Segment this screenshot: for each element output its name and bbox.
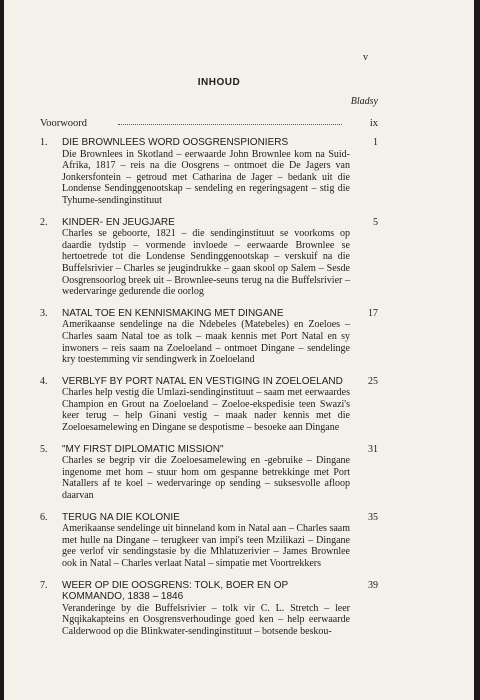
foreword-page: ix [369, 118, 378, 129]
entry-number: 3. [40, 307, 48, 319]
page-title: INHOUD [197, 77, 241, 88]
toc-entry-1 [40, 137, 378, 207]
foreword-label: Voorwoord [40, 118, 88, 129]
entry-title: TERUG NA DIE KOLONIE [62, 511, 180, 523]
page-column-label: Bladsy [350, 96, 378, 107]
entry-page: 1 [373, 137, 378, 148]
entry-page: 25 [368, 375, 378, 387]
entry-title: KINDER- EN JEUGJARE [62, 216, 175, 228]
toc-entry-3 [40, 308, 378, 366]
entry-number: 5. [40, 443, 48, 455]
entry-number: 2. [40, 216, 48, 228]
entry-description: Amerikaanse sendelinge na die Ndebeles (Matebeles) en Zoeloes – Charles saam Natal toe as tolk – maak kennis met Port Natal en sy inwoners – reis saam na Zoeloeland – ontmoet Dingane – sendelinge kry toestemming vir sendingwerk in Zoeloeland [62, 319, 350, 366]
toc-entry-5 [40, 444, 378, 502]
entry-number: 7. [40, 579, 48, 591]
entry-number: 1. [40, 137, 48, 148]
entry-description: Amerikaanse sendelinge uit binneland kom in Natal aan – Charles saam met hulle na Dingane – terugkeer van impi's teen Mzilikazi – Dingane gee verlof vir sendingstasie by die Mhlatuzerivier – James Brownlee ook in Natal – Charles verlaat Natal – simpatie met Voortrekkers [62, 523, 350, 569]
entry-page: 35 [368, 511, 378, 523]
toc-entry-2 [40, 217, 378, 298]
page-number: v [363, 52, 368, 63]
entry-title: "MY FIRST DIPLOMATIC MISSION" [62, 443, 224, 455]
entry-title: VERBLYF BY PORT NATAL EN VESTIGING IN ZOELOELAND [62, 375, 343, 387]
toc-entry-6 [40, 512, 378, 570]
entry-page: 39 [368, 579, 378, 591]
entry-title: NATAL TOE EN KENNISMAKING MET DINGANE [62, 307, 284, 319]
entry-description: Charles se begrip vir die Zoeloesamelewing en -gebruike – Dingane ingenome met hom – stuur hom om gespanne betrekkinge met Port Natallers af te koel – wedervaringe op sending – suksesvolle afloop daarvan [62, 455, 350, 502]
entry-number: 4. [40, 375, 48, 387]
entry-page: 31 [368, 443, 378, 455]
toc-entries [40, 137, 378, 648]
entry-description: Die Brownlees in Skotland – eerwaarde John Brownlee kom na Suid-Afrika, 1817 – reis na die Oosgrens – ontmoet die De Jagers van Jonkersfontein – getroud met Catharina de Jager – bedank uit die Londense Sendinggenootskap – sendeling en regeringsagent – stig die Tyhume-sendinginstituut [62, 148, 350, 206]
toc-entry-7 [40, 580, 378, 638]
entry-page: 5 [373, 216, 378, 228]
entry-description: Charles help vestig die Umlazi-sendinginstituut – saam met eerwaardes Champion en Grout na Zoeloeland – Zoeloe-ekspedisie teen Swazi's keer terug – help Ginani vestig – maak nader kennis met die Zoeloesamelewing en Dingane se despotisme – besoeke aan Dingane [62, 387, 350, 434]
toc-entry-4 [40, 376, 378, 434]
dot-leader [118, 124, 342, 125]
entry-description: Veranderinge by die Buffelsrivier – tolk vir C. L. Stretch – leer Ngqikakapteins en Oosgrensverhoudinge goed ken – help eerwaarde Calderwood op die Blinkwater-sendinginstituut – botsende beskou- [62, 602, 350, 637]
entry-title: DIE BROWNLEES WORD OOSGRENSPIONIERS [62, 137, 289, 148]
entry-title: WEER OP DIE OOSGRENS: TOLK, BOER EN OP KOMMANDO, 1838 – 1846 [62, 579, 288, 603]
book-page [4, 0, 474, 700]
entry-page: 17 [368, 307, 378, 319]
entry-number: 6. [40, 511, 48, 523]
entry-description: Charles se geboorte, 1821 – die sendinginstituut se voorkoms op daardie tydstip – vormende invloede – eerwaarde Brownlee se hertoetrede tot die Londense Sendinggenootskap – verskuif na die Buffelsrivier – Charles se jeugindrukke – gaan skool op Salem – Sesde Oosgrensoorlog breek uit – Brownlee-seuns terug na die Buffelsrivier – wedervaringe gedurende die oorlog [62, 228, 350, 298]
